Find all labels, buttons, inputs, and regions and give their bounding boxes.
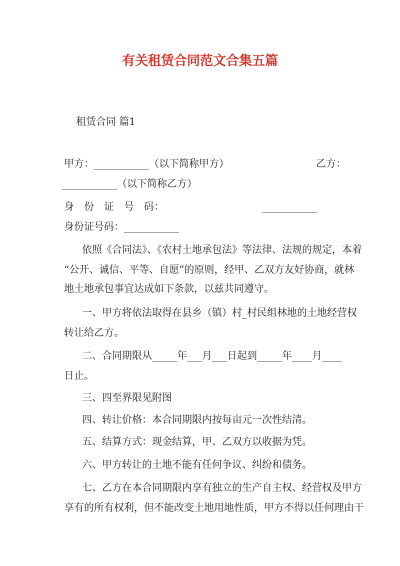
clause-7-line-1: 七、乙方在本合同期限内享有独立的生产自主权、经营权及甲方 xyxy=(82,483,362,494)
clause-1-line-1: 一、甲方将依法取得在县乡（镇）村_村民组林地的土地经营权 xyxy=(82,308,357,319)
clause-5: 五、结算方式：现金结算，甲、乙双方以收据为凭。 xyxy=(82,437,312,448)
clause-2-line-1: 二、合同期限从_____年___月___日起到_____年____月____ xyxy=(82,351,342,362)
party-b-line: ___________（以下简称乙方） xyxy=(62,179,197,190)
section-heading: 租赁合同 篇1 xyxy=(76,117,136,128)
party-a-line: 甲方：___________（以下简称甲方） xyxy=(64,159,229,170)
clause-3: 三、四至界限见附图 xyxy=(82,393,172,404)
intro-line-1: 依照《合同法》、《农村土地承包法》等法律、法规的规定，本着 xyxy=(82,245,362,256)
id-number-line-2: 身份证号码：___________ xyxy=(64,222,179,233)
id-number-blank: ___________ xyxy=(262,202,317,213)
id-number-label: 身 份 证 号 码： xyxy=(64,202,164,213)
intro-line-3: 地土地承包事宜达成如下条款，以兹共同遵守。 xyxy=(64,284,274,295)
party-b-label: 乙方： xyxy=(316,159,346,170)
clause-1-line-2: 转让给乙方。 xyxy=(64,328,124,339)
clause-2-line-2: 日止。 xyxy=(64,371,94,382)
clause-4: 四、转让价格：本合同期限内按每亩元一次性结清。 xyxy=(82,415,312,426)
clause-7-line-2: 享有的所有权利，但不能改变土地用地性质，甲方不得以任何理由干 xyxy=(64,503,364,514)
document-title: 有关租赁合同范文合集五篇 xyxy=(121,54,278,69)
intro-line-2: “公开、诚信、平等、自愿”的原则，经甲、乙双方友好协商，就林 xyxy=(64,265,355,276)
clause-6: 六、甲方转让的土地不能有任何争议、纠纷和债务。 xyxy=(82,460,312,471)
